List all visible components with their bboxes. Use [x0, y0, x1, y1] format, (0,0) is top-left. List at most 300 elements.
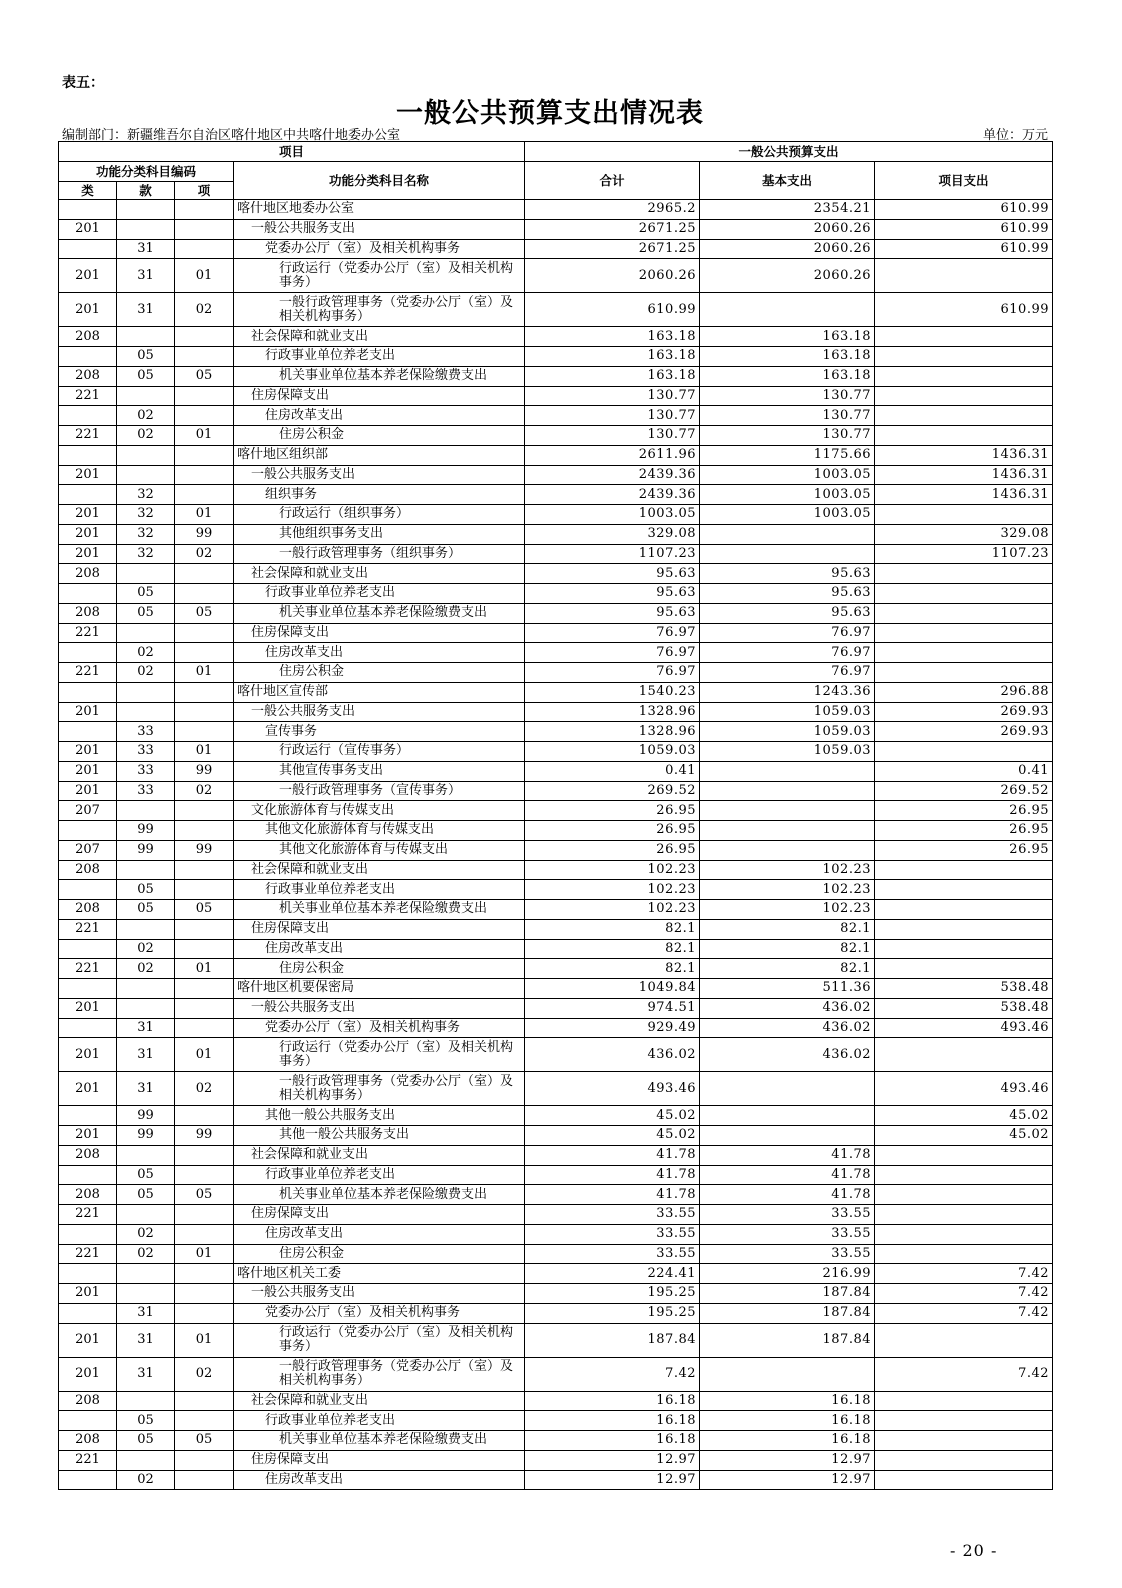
- cell-project-expense: [875, 1038, 1053, 1072]
- cell-category: [59, 939, 117, 959]
- cell-section: 02: [117, 426, 175, 446]
- cell-name: 文化旅游体育与传媒支出: [234, 801, 525, 821]
- cell-category: 201: [59, 1284, 117, 1304]
- cell-total: 2611.96: [525, 445, 700, 465]
- cell-section: 31: [117, 1072, 175, 1106]
- cell-item: 02: [175, 544, 234, 564]
- cell-basic: 16.18: [700, 1431, 875, 1451]
- cell-name: 住房保障支出: [234, 386, 525, 406]
- cell-basic: [700, 781, 875, 801]
- cell-name: 住房保障支出: [234, 919, 525, 939]
- table-row: [59, 347, 1053, 367]
- cell-name: 机关事业单位基本养老保险缴费支出: [234, 1185, 525, 1205]
- cell-project-expense: [875, 860, 1053, 880]
- cell-project-expense: 296.88: [875, 682, 1053, 702]
- cell-total: 493.46: [525, 1072, 700, 1106]
- cell-section: [117, 1450, 175, 1470]
- cell-total: 1107.23: [525, 544, 700, 564]
- cell-section: 05: [117, 584, 175, 604]
- cell-section: 05: [117, 603, 175, 623]
- cell-project-expense: [875, 1470, 1053, 1490]
- cell-section: 33: [117, 742, 175, 762]
- cell-total: 33.55: [525, 1244, 700, 1264]
- cell-item: [175, 386, 234, 406]
- table-row: [59, 1357, 1053, 1391]
- table-row: [59, 1072, 1053, 1106]
- cell-section: 31: [117, 259, 175, 293]
- cell-section: 05: [117, 1431, 175, 1451]
- cell-basic: 216.99: [700, 1264, 875, 1284]
- cell-item: [175, 1284, 234, 1304]
- cell-basic: 130.77: [700, 386, 875, 406]
- cell-category: [59, 347, 117, 367]
- cell-section: [117, 623, 175, 643]
- cell-project-expense: 7.42: [875, 1357, 1053, 1391]
- table-row: [59, 781, 1053, 801]
- table-row: [59, 623, 1053, 643]
- cell-section: [117, 801, 175, 821]
- cell-total: 1328.96: [525, 722, 700, 742]
- cell-section: 05: [117, 1165, 175, 1185]
- cell-section: 02: [117, 1224, 175, 1244]
- cell-category: [59, 1018, 117, 1038]
- page-number: - 20 -: [950, 1541, 998, 1560]
- cell-basic: 76.97: [700, 643, 875, 663]
- table-row: [59, 1018, 1053, 1038]
- cell-section: [117, 1284, 175, 1304]
- cell-basic: [700, 1072, 875, 1106]
- cell-total: 2439.36: [525, 485, 700, 505]
- table-row: [59, 1391, 1053, 1411]
- cell-item: [175, 239, 234, 259]
- cell-item: 02: [175, 293, 234, 327]
- cell-category: [59, 643, 117, 663]
- cell-name: 行政运行（党委办公厅（室）及相关机构事务）: [234, 1038, 525, 1072]
- cell-name: 住房改革支出: [234, 939, 525, 959]
- cell-section: [117, 979, 175, 999]
- cell-total: 76.97: [525, 623, 700, 643]
- cell-section: 99: [117, 821, 175, 841]
- cell-project-expense: [875, 742, 1053, 762]
- cell-name: 一般公共服务支出: [234, 1284, 525, 1304]
- table-row: [59, 524, 1053, 544]
- cell-project-expense: [875, 900, 1053, 920]
- cell-item: [175, 584, 234, 604]
- table-row: [59, 1264, 1053, 1284]
- cell-project-expense: [875, 406, 1053, 426]
- cell-item: 01: [175, 1244, 234, 1264]
- cell-project-expense: [875, 1145, 1053, 1165]
- cell-category: [59, 200, 117, 220]
- cell-basic: 95.63: [700, 603, 875, 623]
- table-row: [59, 465, 1053, 485]
- cell-total: 2671.25: [525, 219, 700, 239]
- cell-basic: 12.97: [700, 1450, 875, 1470]
- cell-basic: 1059.03: [700, 702, 875, 722]
- cell-item: [175, 860, 234, 880]
- cell-name: 组织事务: [234, 485, 525, 505]
- cell-total: 26.95: [525, 840, 700, 860]
- cell-item: [175, 1106, 234, 1126]
- cell-basic: 511.36: [700, 979, 875, 999]
- cell-project-expense: [875, 1224, 1053, 1244]
- cell-item: [175, 200, 234, 220]
- cell-total: 130.77: [525, 426, 700, 446]
- table-row: [59, 663, 1053, 683]
- cell-total: 33.55: [525, 1205, 700, 1225]
- cell-total: 102.23: [525, 880, 700, 900]
- cell-name: 一般行政管理事务（组织事务）: [234, 544, 525, 564]
- cell-total: 82.1: [525, 959, 700, 979]
- cell-item: [175, 1264, 234, 1284]
- cell-basic: [700, 544, 875, 564]
- cell-category: 201: [59, 998, 117, 1018]
- cell-item: 01: [175, 1038, 234, 1072]
- cell-total: 82.1: [525, 919, 700, 939]
- cell-item: [175, 682, 234, 702]
- cell-item: [175, 347, 234, 367]
- cell-category: 221: [59, 663, 117, 683]
- header-project: 项目: [59, 142, 525, 162]
- cell-section: 02: [117, 939, 175, 959]
- table-row: [59, 603, 1053, 623]
- table-row: [59, 1224, 1053, 1244]
- cell-basic: 33.55: [700, 1224, 875, 1244]
- cell-basic: [700, 1106, 875, 1126]
- cell-total: 1540.23: [525, 682, 700, 702]
- cell-name: 住房保障支出: [234, 623, 525, 643]
- cell-name: 住房改革支出: [234, 1470, 525, 1490]
- cell-category: 208: [59, 1145, 117, 1165]
- cell-total: 2060.26: [525, 259, 700, 293]
- cell-category: 221: [59, 1244, 117, 1264]
- cell-total: 82.1: [525, 939, 700, 959]
- cell-total: 195.25: [525, 1284, 700, 1304]
- cell-total: 7.42: [525, 1357, 700, 1391]
- cell-item: [175, 939, 234, 959]
- cell-item: 05: [175, 1431, 234, 1451]
- cell-basic: 130.77: [700, 406, 875, 426]
- cell-project-expense: 269.52: [875, 781, 1053, 801]
- cell-total: 26.95: [525, 801, 700, 821]
- cell-name: 宣传事务: [234, 722, 525, 742]
- cell-item: [175, 979, 234, 999]
- cell-item: 99: [175, 840, 234, 860]
- cell-category: [59, 1470, 117, 1490]
- cell-item: 02: [175, 1357, 234, 1391]
- cell-item: 02: [175, 781, 234, 801]
- table-label: 表五：: [62, 75, 104, 91]
- cell-section: 33: [117, 722, 175, 742]
- table-row: [59, 1205, 1053, 1225]
- cell-name: 党委办公厅（室）及相关机构事务: [234, 1018, 525, 1038]
- cell-item: 01: [175, 742, 234, 762]
- cell-basic: 76.97: [700, 623, 875, 643]
- table-row: [59, 880, 1053, 900]
- header-item: 项: [175, 182, 234, 200]
- table-row: [59, 900, 1053, 920]
- cell-total: 26.95: [525, 821, 700, 841]
- cell-name: 住房保障支出: [234, 1205, 525, 1225]
- cell-category: 208: [59, 900, 117, 920]
- table-row: [59, 1323, 1053, 1357]
- cell-basic: 16.18: [700, 1411, 875, 1431]
- cell-section: 02: [117, 1470, 175, 1490]
- cell-project-expense: [875, 959, 1053, 979]
- cell-project-expense: [875, 1323, 1053, 1357]
- cell-total: 1049.84: [525, 979, 700, 999]
- cell-section: 31: [117, 239, 175, 259]
- cell-item: [175, 1224, 234, 1244]
- cell-item: [175, 485, 234, 505]
- cell-item: [175, 564, 234, 584]
- cell-item: 01: [175, 663, 234, 683]
- cell-name: 喀什地区宣传部: [234, 682, 525, 702]
- cell-item: [175, 219, 234, 239]
- cell-item: [175, 643, 234, 663]
- cell-category: [59, 979, 117, 999]
- cell-item: [175, 1205, 234, 1225]
- cell-project-expense: [875, 939, 1053, 959]
- cell-basic: [700, 293, 875, 327]
- page-title: 一般公共预算支出情况表: [396, 98, 704, 129]
- table-row: [59, 919, 1053, 939]
- cell-basic: 33.55: [700, 1205, 875, 1225]
- cell-item: [175, 1303, 234, 1323]
- cell-total: 16.18: [525, 1431, 700, 1451]
- cell-item: 02: [175, 1072, 234, 1106]
- cell-basic: [700, 801, 875, 821]
- cell-name: 行政运行（党委办公厅（室）及相关机构事务）: [234, 259, 525, 293]
- cell-project-expense: 610.99: [875, 200, 1053, 220]
- cell-total: 195.25: [525, 1303, 700, 1323]
- cell-total: 45.02: [525, 1126, 700, 1146]
- cell-item: [175, 1145, 234, 1165]
- table-row: [59, 386, 1053, 406]
- cell-category: 201: [59, 505, 117, 525]
- cell-total: 102.23: [525, 860, 700, 880]
- cell-name: 住房公积金: [234, 426, 525, 446]
- cell-category: 201: [59, 544, 117, 564]
- cell-section: 31: [117, 1303, 175, 1323]
- cell-section: 32: [117, 544, 175, 564]
- table-row: [59, 1185, 1053, 1205]
- cell-item: [175, 1450, 234, 1470]
- cell-name: 其他文化旅游体育与传媒支出: [234, 840, 525, 860]
- cell-category: 201: [59, 761, 117, 781]
- table-row: [59, 1038, 1053, 1072]
- table-row: [59, 1106, 1053, 1126]
- table-row: [59, 1303, 1053, 1323]
- table-row: [59, 259, 1053, 293]
- cell-item: 01: [175, 1323, 234, 1357]
- cell-project-expense: [875, 1244, 1053, 1264]
- cell-item: [175, 445, 234, 465]
- header-budget: 一般公共预算支出: [525, 142, 1053, 162]
- cell-project-expense: [875, 259, 1053, 293]
- cell-basic: 102.23: [700, 900, 875, 920]
- cell-basic: 187.84: [700, 1284, 875, 1304]
- cell-total: 2671.25: [525, 239, 700, 259]
- cell-name: 喀什地区组织部: [234, 445, 525, 465]
- cell-name: 社会保障和就业支出: [234, 1145, 525, 1165]
- cell-total: 0.41: [525, 761, 700, 781]
- cell-category: [59, 821, 117, 841]
- cell-section: [117, 1264, 175, 1284]
- cell-project-expense: 610.99: [875, 239, 1053, 259]
- cell-total: 2965.2: [525, 200, 700, 220]
- cell-project-expense: 269.93: [875, 722, 1053, 742]
- cell-basic: 102.23: [700, 860, 875, 880]
- table-row: [59, 742, 1053, 762]
- cell-category: [59, 1264, 117, 1284]
- cell-basic: [700, 1126, 875, 1146]
- cell-basic: 1003.05: [700, 465, 875, 485]
- cell-project-expense: [875, 623, 1053, 643]
- cell-total: 33.55: [525, 1224, 700, 1244]
- cell-basic: 130.77: [700, 426, 875, 446]
- cell-item: [175, 1470, 234, 1490]
- table-row: [59, 643, 1053, 663]
- cell-name: 党委办公厅（室）及相关机构事务: [234, 1303, 525, 1323]
- cell-total: 41.78: [525, 1145, 700, 1165]
- cell-basic: 82.1: [700, 959, 875, 979]
- table-row: [59, 979, 1053, 999]
- table-row: [59, 761, 1053, 781]
- cell-category: [59, 239, 117, 259]
- cell-item: [175, 623, 234, 643]
- cell-project-expense: [875, 1185, 1053, 1205]
- cell-total: 102.23: [525, 900, 700, 920]
- cell-item: [175, 1411, 234, 1431]
- cell-section: [117, 219, 175, 239]
- cell-project-expense: 0.41: [875, 761, 1053, 781]
- cell-project-expense: [875, 1450, 1053, 1470]
- cell-section: 99: [117, 1126, 175, 1146]
- cell-item: [175, 1018, 234, 1038]
- cell-name: 住房改革支出: [234, 1224, 525, 1244]
- cell-name: 住房公积金: [234, 959, 525, 979]
- cell-project-expense: [875, 347, 1053, 367]
- cell-item: [175, 722, 234, 742]
- cell-name: 一般行政管理事务（党委办公厅（室）及相关机构事务）: [234, 1357, 525, 1391]
- cell-name: 住房保障支出: [234, 1450, 525, 1470]
- cell-total: 76.97: [525, 643, 700, 663]
- table-row: [59, 1411, 1053, 1431]
- cell-total: 1003.05: [525, 505, 700, 525]
- cell-category: 221: [59, 1205, 117, 1225]
- cell-section: [117, 200, 175, 220]
- cell-section: [117, 1145, 175, 1165]
- cell-project-expense: 1436.31: [875, 465, 1053, 485]
- cell-category: 201: [59, 259, 117, 293]
- cell-category: 201: [59, 1126, 117, 1146]
- cell-total: 16.18: [525, 1411, 700, 1431]
- cell-basic: 436.02: [700, 1038, 875, 1072]
- cell-name: 住房改革支出: [234, 643, 525, 663]
- cell-basic: 436.02: [700, 998, 875, 1018]
- cell-name: 其他组织事务支出: [234, 524, 525, 544]
- cell-project-expense: [875, 327, 1053, 347]
- cell-section: 32: [117, 485, 175, 505]
- cell-name: 机关事业单位基本养老保险缴费支出: [234, 1431, 525, 1451]
- cell-project-expense: [875, 1205, 1053, 1225]
- header-section: 款: [117, 182, 175, 200]
- cell-item: 99: [175, 524, 234, 544]
- cell-name: 机关事业单位基本养老保险缴费支出: [234, 900, 525, 920]
- cell-category: 201: [59, 1323, 117, 1357]
- cell-section: 02: [117, 406, 175, 426]
- cell-total: 224.41: [525, 1264, 700, 1284]
- table-row: [59, 702, 1053, 722]
- table-row: [59, 1470, 1053, 1490]
- cell-name: 住房改革支出: [234, 406, 525, 426]
- cell-category: 208: [59, 327, 117, 347]
- cell-total: 269.52: [525, 781, 700, 801]
- cell-basic: 1059.03: [700, 742, 875, 762]
- cell-name: 行政事业单位养老支出: [234, 880, 525, 900]
- cell-basic: 163.18: [700, 347, 875, 367]
- cell-total: 187.84: [525, 1323, 700, 1357]
- cell-project-expense: 7.42: [875, 1284, 1053, 1304]
- cell-project-expense: 269.93: [875, 702, 1053, 722]
- table-body: [59, 200, 1053, 1490]
- cell-category: 201: [59, 293, 117, 327]
- cell-category: 208: [59, 1185, 117, 1205]
- cell-project-expense: 26.95: [875, 821, 1053, 841]
- cell-basic: 95.63: [700, 564, 875, 584]
- cell-category: 207: [59, 840, 117, 860]
- cell-name: 喀什地区机要保密局: [234, 979, 525, 999]
- cell-category: [59, 584, 117, 604]
- budget-table: [58, 141, 1053, 1490]
- cell-category: 201: [59, 1038, 117, 1072]
- cell-total: 974.51: [525, 998, 700, 1018]
- cell-project-expense: [875, 1165, 1053, 1185]
- table-row: [59, 722, 1053, 742]
- cell-section: 33: [117, 781, 175, 801]
- cell-project-expense: 538.48: [875, 998, 1053, 1018]
- cell-name: 住房公积金: [234, 1244, 525, 1264]
- cell-category: 201: [59, 524, 117, 544]
- cell-basic: 187.84: [700, 1323, 875, 1357]
- cell-category: 201: [59, 1072, 117, 1106]
- cell-project-expense: [875, 1411, 1053, 1431]
- cell-section: 31: [117, 1323, 175, 1357]
- table-row: [59, 406, 1053, 426]
- cell-project-expense: [875, 584, 1053, 604]
- header-basic: 基本支出: [700, 162, 875, 200]
- cell-category: 221: [59, 919, 117, 939]
- unit-label: 单位：万元: [982, 128, 1048, 143]
- cell-project-expense: 1107.23: [875, 544, 1053, 564]
- cell-section: 33: [117, 761, 175, 781]
- cell-name: 其他宣传事务支出: [234, 761, 525, 781]
- cell-name: 行政运行（党委办公厅（室）及相关机构事务）: [234, 1323, 525, 1357]
- table-row: [59, 1431, 1053, 1451]
- cell-total: 1059.03: [525, 742, 700, 762]
- cell-item: 05: [175, 603, 234, 623]
- cell-item: [175, 1165, 234, 1185]
- cell-basic: 41.78: [700, 1185, 875, 1205]
- cell-project-expense: [875, 564, 1053, 584]
- cell-section: [117, 919, 175, 939]
- cell-item: 01: [175, 426, 234, 446]
- cell-name: 一般行政管理事务（党委办公厅（室）及相关机构事务）: [234, 293, 525, 327]
- table-row: [59, 959, 1053, 979]
- cell-name: 行政运行（宣传事务）: [234, 742, 525, 762]
- table-row: [59, 840, 1053, 860]
